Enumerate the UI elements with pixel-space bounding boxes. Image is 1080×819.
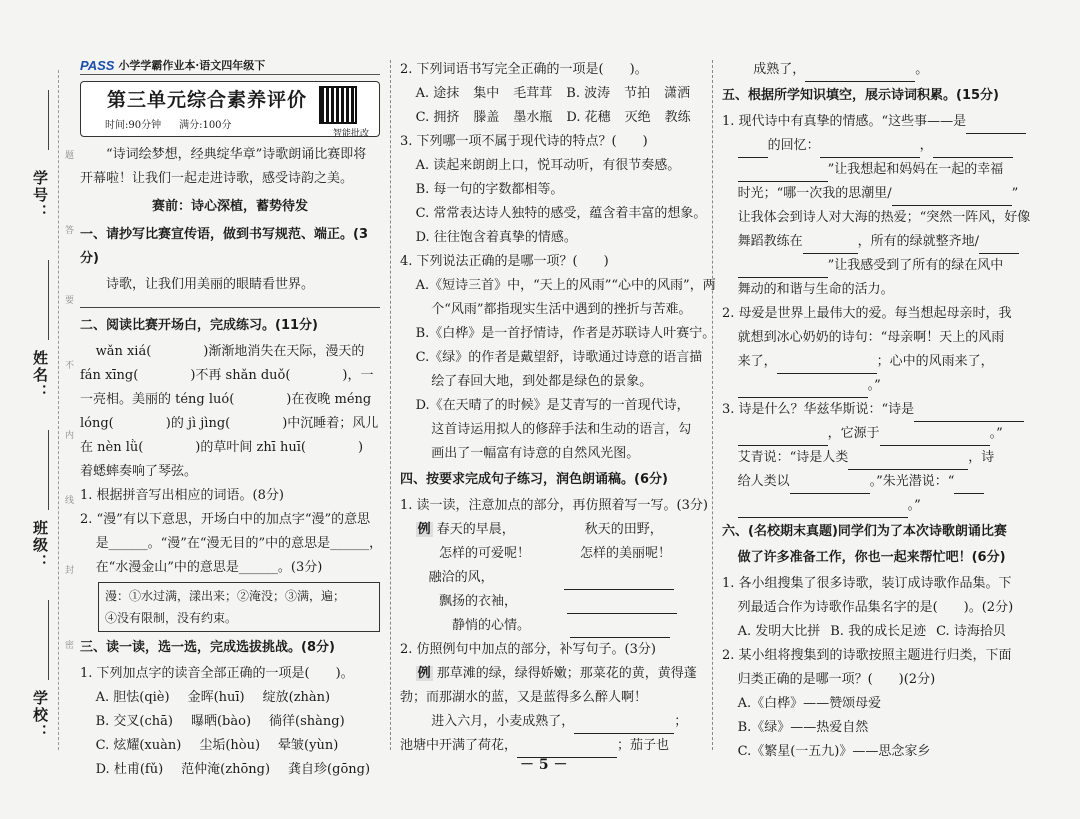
option: B. 我的成长足迹 [830, 624, 927, 639]
answer-blank[interactable] [805, 67, 915, 82]
answer-blank[interactable] [564, 575, 674, 590]
fold-mark: 要 [63, 295, 73, 304]
option: C. 诗海拾贝 [936, 624, 1006, 639]
pinyin-line: 着蟋蟀奏响了琴弦。 [80, 464, 198, 479]
series-title: 小学学霸作业本·语文四年级下 [118, 59, 266, 72]
series-header [80, 58, 380, 75]
option-cont: 画出了一幅富有诗意的自然风光图。 [431, 446, 640, 461]
page-title: 第三单元综合素养评价 [107, 89, 308, 111]
pinyin-line: 在 nèn lǜ( )的草叶间 zhī huī( ) [80, 440, 364, 455]
option-row[interactable] [722, 620, 1032, 644]
intro-line: “诗词绘梦想，经典绽华章”诗歌朗诵比赛即将 [106, 147, 367, 162]
question-2: 在“水漫金山”中的意思是______。(3分) [95, 560, 323, 575]
qr-code-icon[interactable] [319, 86, 357, 124]
column-divider [712, 60, 713, 750]
question-1: 1. 根据拼音写出相应的词语。(8分) [80, 488, 284, 503]
pinyin-line: wǎn xiá( )渐渐地消失在天际，漫天的 [95, 344, 365, 359]
prompt-text: 给人类以 [737, 474, 790, 489]
class-line [48, 430, 50, 510]
prompt-text: ，诗 [968, 450, 995, 465]
prompt-text: ”让我想起和妈妈在一起的幸福 [827, 162, 1004, 177]
fold-line [58, 70, 59, 750]
student-id-line [48, 90, 50, 150]
school-line [48, 600, 50, 680]
option-word: 墨水瓶 [513, 110, 553, 125]
option-word: 节拍 [624, 86, 651, 101]
option-word: 晕皱(yùn) [278, 738, 339, 753]
option: B. 波涛 [566, 86, 611, 101]
example-tag: 例 [417, 666, 431, 681]
option-cont: 这首诗运用拟人的修辞手法和生动的语言，勾 [431, 422, 692, 437]
section-2-title: 二、阅读比赛开场白，完成练习。(11分) [80, 318, 318, 333]
slogan: 诗歌，让我们用美丽的眼睛看世界。 [106, 277, 315, 292]
fold-mark: 不 [63, 360, 73, 369]
pinyin-line: lóng( )的 jì jìng( )中沉睡着；风儿 [80, 416, 379, 431]
answer-blank[interactable] [570, 623, 670, 638]
example-tag: 例 [417, 522, 431, 537]
title-box [80, 81, 380, 137]
prompt-text: 进入六月，小麦成熟了， [431, 714, 575, 729]
name-line [48, 260, 50, 340]
option[interactable]: B.《绿》——热爱自然 [737, 720, 869, 735]
prompt-text: 3. 诗是什么？华兹华斯说：“诗是 [722, 402, 915, 417]
fold-mark: 题 [63, 150, 73, 159]
option[interactable]: D.《在天晴了的时候》是艾青写的一首现代诗， [415, 398, 690, 413]
section-6-title: 六、(名校期末真题)同学们为了本次诗歌朗诵比赛 [722, 524, 1007, 539]
option-word: 龚自珍(gōng) [288, 762, 371, 777]
option[interactable]: B.《白桦》是一首抒情诗，作者是苏联诗人叶赛宁。 [415, 326, 716, 341]
fold-mark: 内 [63, 430, 73, 439]
prompt-text: ，所有的绿就整齐地/ [857, 234, 979, 249]
qr-label: 智能批改 [332, 129, 369, 139]
definition-box [98, 582, 380, 632]
option: B. 交叉(chā) [95, 714, 173, 729]
section-5-title: 五、根据所学知识填空，展示诗词积累。(15分) [722, 88, 999, 103]
question-2: 2. 某小组将搜集到的诗歌按照主题进行归类，下面 [722, 648, 1012, 663]
option[interactable]: A.《白桦》——赞颂母爱 [737, 696, 882, 711]
prompt-text: 舞蹈教练在 [737, 234, 803, 249]
answer-blank[interactable] [820, 143, 920, 158]
answer-blank[interactable] [738, 503, 908, 518]
example-text: 融洽的风， [428, 570, 494, 585]
option-row[interactable] [80, 686, 380, 710]
question-4: 4. 下列说法正确的是哪一项？( ) [400, 254, 609, 269]
answer-blank[interactable] [880, 431, 990, 446]
prompt-text: 1. 现代诗中有真挚的情感。“这些事——是 [722, 114, 967, 129]
option: C. 炫耀(xuàn) [95, 738, 182, 753]
prompt-text: 池塘中开满了荷花， [400, 738, 518, 753]
prompt-text: 就想到冰心奶奶的诗句：“母亲啊！天上的风雨 [737, 330, 1005, 345]
option-word: 灭绝 [624, 110, 651, 125]
option-word: 范仲淹(zhōng) [181, 762, 271, 777]
option[interactable]: A.《短诗三首》中，“天上的风雨”“心中的风雨”，两 [415, 278, 716, 293]
prompt-text: 让我体会到诗人对大海的热爱；“突然一阵风，好像 [737, 210, 1031, 225]
column-2: 2. 下列词语书写完全正确的一项是( )。 A. 途抹 集中 毛茸茸 B. 波涛 节拍 潇洒 C. 拥挤 滕盖 墨水瓶 D. 花穗 灭绝 教练 3. 下列哪一项不属于现代诗的特点？( ) A. 读起来朗朗上口，悦耳动听，有很节奏感。 B. 每一句的字数都相等。 C. 常常表达诗人独特的感受，蕴含着丰富的想象。 D. 往往饱含着真挚的情感。 4. 下列说法正确的是哪一项？( ) A.《短诗三首》中，“天上的风雨”“心中的风雨”，两 个“风雨”都指现实生活中遇到的挫折与苦难。 B.《白桦》是一首抒情诗，作者是苏联诗人叶赛宁。 C.《绿》的作者是戴望舒，诗歌通过诗意的语言描 绘了春回大地，到处都是绿色的景象。 D.《在天晴了的时候》是艾青写的一首现代诗， 这首诗运用拟人的修辞手法和生动的语言，勾 画出了一幅富有诗意的自然风光图。 四、按要求完成句子练习，润色朗诵稿。(6分) 1. 读一读，注意加点的部分，再仿照着写一写。(3分) 例 春天的早晨， 秋天的田野， 怎样的可爱呢！ 怎样的美丽呢！ 融洽的风， 飘扬的衣袖， 静悄的心情。 2. 仿照例句中加点的部分，补写句子。(3分) 例 那草滩的绿，绿得娇嫩；那菜花的黄，黄得蓬 勃；而那湖水的蓝，又是蓝得多么醉人啊！ 进入六月，小麦成熟了， ； 池塘中开满了荷花， ；茄子也 [400, 58, 700, 758]
fold-mark: 答 [63, 225, 73, 234]
example-text: 怎样的可爱呢！ [439, 546, 531, 561]
answer-blank[interactable] [738, 431, 828, 446]
option-word: 毛茸茸 [513, 86, 553, 101]
answer-blank[interactable] [848, 455, 968, 470]
column-3: 成熟了， 。 五、根据所学知识填空，展示诗词积累。(15分) 1. 现代诗中有真挚的情感。“这些事——是 的回忆： ， ”让我想起和妈妈在一起的幸福 时光；“哪一次我的思潮里/ ” 让我体会到诗人对大海的热爱；“突然一阵风，好像 舞蹈教练在 ，所有的绿就整齐地/ ”让我感受到了所有的绿在风中 舞动的和谐与生命的活力。 2. 母爱是世界上最伟大的爱。每当想起母亲时，我 就想到冰心奶奶的诗句：“母亲啊！天上的风雨 来了， ；心中的风雨来了， 。” 3. 诗是什么？华兹华斯说：“诗是 ，它源于 。” 艾青说：“诗是人类 ，诗 给人类以 。”朱光潜说：“ 。” 六、(名校期末真题)同学们为了本次诗歌朗诵比赛 做了许多准备工作，你也一起来帮忙吧！(6分) 1. 各小组搜集了很多诗歌，装订成诗歌作品集。下 列最适合作为诗歌作品集名字的是( )。(2分) A. 发明大比拼 B. 我的成长足迹 C. 诗海拾贝 2. 某小组将搜集到的诗歌按照主题进行归类，下面 归类正确的是哪一项？( )(2分) A.《白桦》——赞颂母爱 B.《绿》——热爱自然 C.《繁星(一五九)》——思念家乡 [722, 58, 1032, 764]
section-1-title: 一、请抄写比赛宣传语，做到书写规范、端正。(3分) [80, 227, 368, 266]
option-row[interactable] [80, 758, 380, 782]
option-row[interactable] [400, 82, 700, 106]
prompt-text: ；心中的风雨来了， [876, 354, 994, 369]
answer-blank[interactable] [803, 239, 858, 254]
question-1: 1. 各小组搜集了很多诗歌，装订成诗歌作品集。下 [722, 576, 1012, 591]
answer-blank[interactable] [738, 383, 868, 398]
intro-line: 开幕啦！让我们一起走进诗歌，感受诗韵之美。 [80, 171, 354, 186]
prompt-text: ，它源于 [827, 426, 880, 441]
question-2: 是______。“漫”在“漫无目的”中的意思是______， [95, 536, 383, 551]
option: A. 途抹 [415, 86, 460, 101]
option: C. 拥挤 [415, 110, 460, 125]
prompt-text: 的回忆： [767, 138, 820, 153]
option-word: 曝晒(bào) [190, 714, 252, 729]
prompt-text: 艾青说：“诗是人类 [737, 450, 849, 465]
prompt-text: 成熟了， [753, 62, 806, 77]
answer-blank[interactable] [954, 479, 984, 494]
class-label: 班级： [31, 520, 49, 571]
answer-blank[interactable] [738, 143, 768, 158]
option-row[interactable] [80, 734, 380, 758]
prompt-text: ；茄子也 [617, 738, 670, 753]
answer-blank[interactable] [567, 599, 677, 614]
question-2: 2. 仿照例句中加点的部分，补写句子。(3分) [400, 642, 656, 657]
example-text: 春天的早晨， [436, 522, 515, 537]
answer-blank[interactable] [790, 479, 870, 494]
exam-meta [105, 114, 232, 138]
option: D. 杜甫(fǔ) [95, 762, 164, 777]
option-word: 教练 [664, 110, 691, 125]
example-text: 静悄的心情。 [452, 618, 531, 633]
answer-blank[interactable] [979, 239, 1019, 254]
option-cont: 个“风雨”都指现实生活中遇到的挫折与苦难。 [431, 302, 692, 317]
question-1: 1. 读一读，注意加点的部分，再仿照着写一写。(3分) [400, 498, 708, 513]
option-word: 徜徉(shàng) [269, 714, 345, 729]
example-text: 那草滩的绿，绿得娇嫩；那菜花的黄，黄得蓬 [436, 666, 697, 681]
answer-blank[interactable] [738, 167, 828, 182]
option-row[interactable] [80, 710, 380, 734]
student-id-label: 学号： [31, 170, 49, 221]
answer-blank[interactable] [914, 407, 1024, 422]
question-2: 2. “漫”有以下意思，开场白中的加点字“漫”的意思 [80, 512, 371, 527]
brand-logo: PASS [80, 58, 115, 73]
question-1: 1. 下列加点字的读音全部正确的一项是( )。 [80, 666, 354, 681]
example-text: 秋天的田野， [584, 522, 663, 537]
example-text: 怎样的美丽呢！ [580, 546, 672, 561]
answer-blank[interactable] [574, 719, 674, 734]
prompt-text: 来了， [737, 354, 777, 369]
section-6-title: 做了许多准备工作，你也一起来帮忙吧！(6分) [737, 550, 1006, 565]
option-word: 尘垢(hòu) [199, 738, 261, 753]
option[interactable]: C. 常常表达诗人独特的感受，蕴含着丰富的想象。 [415, 206, 707, 221]
option: D. 花穗 [566, 110, 611, 125]
column-1 [80, 58, 383, 782]
prompt-text: 。”朱光潜说：“ [869, 474, 955, 489]
answer-blank[interactable] [933, 143, 1013, 158]
time-limit: 时间:90分钟 [105, 120, 162, 131]
question-2: 归类正确的是哪一项？( )(2分) [737, 672, 936, 687]
option-row[interactable] [400, 106, 700, 130]
fold-mark: 密 [63, 640, 73, 649]
school-label: 学校： [31, 690, 49, 741]
option[interactable]: A. 读起来朗朗上口，悦耳动听，有很节奏感。 [415, 158, 681, 173]
name-label: 姓名： [31, 350, 49, 401]
question-2: 2. 下列词语书写完全正确的一项是( )。 [400, 62, 648, 77]
definition-line: ④没有限制，没有约束。 [105, 611, 238, 625]
prompt-text: ”让我感受到了所有的绿在风中 [827, 258, 1004, 273]
full-score: 满分:100分 [179, 120, 232, 131]
option: A. 发明大比拼 [737, 624, 821, 639]
option-word: 滕盖 [473, 110, 500, 125]
prompt-text: 时光；“哪一次我的思潮里/ [737, 186, 892, 201]
copy-line[interactable] [80, 299, 380, 308]
fold-mark: 线 [63, 495, 73, 504]
answer-blank[interactable] [738, 263, 828, 278]
answer-blank[interactable] [777, 359, 877, 374]
example-text: 勃；而那湖水的蓝，又是蓝得多么醉人啊！ [400, 690, 648, 705]
fold-mark: 封 [63, 565, 73, 574]
question-1: 列最适合作为诗歌作品集名字的是( )。(2分) [737, 600, 1014, 615]
section-3-title: 三、读一读，选一选，完成选拔挑战。(8分) [80, 640, 335, 655]
section-4-title: 四、按要求完成句子练习，润色朗诵稿。(6分) [400, 472, 668, 487]
example-text: 飘扬的衣袖， [439, 594, 518, 609]
option-word: 集中 [473, 86, 500, 101]
option-cont: 绘了春回大地，到处都是绿色的景象。 [431, 374, 653, 389]
option[interactable]: C.《绿》的作者是戴望舒，诗歌通过诗意的语言描 [415, 350, 703, 365]
answer-blank[interactable] [966, 119, 1026, 134]
option-word: 绽放(zhàn) [262, 690, 331, 705]
option[interactable]: B. 每一句的字数都相等。 [415, 182, 564, 197]
prompt-text: 舞动的和谐与生命的活力。 [737, 282, 894, 297]
definition-line: 漫：①水过满，漾出来；②淹没；③满，遍； [105, 589, 346, 603]
option-word: 金晖(huī) [187, 690, 245, 705]
option[interactable]: D. 往往饱含着真挚的情感。 [415, 230, 577, 245]
column-divider [390, 60, 391, 750]
option: A. 胆怯(qiè) [95, 690, 170, 705]
prompt-text: 2. 母爱是世界上最伟大的爱。每当想起母亲时，我 [722, 306, 1012, 321]
page-number: － 5 － [520, 757, 568, 773]
pinyin-line: 一亮相。美丽的 téng luó( )在夜晚 méng [80, 392, 372, 407]
answer-blank[interactable] [892, 191, 1012, 206]
option-word: 潇洒 [664, 86, 691, 101]
pinyin-line: fán xīng( )不再 shǎn duǒ( )，一 [80, 368, 374, 383]
stage-heading: 赛前：诗心深植，蓄势待发 [151, 199, 308, 214]
option[interactable]: C.《繁星(一五九)》——思念家乡 [737, 744, 931, 759]
question-3: 3. 下列哪一项不属于现代诗的特点？( ) [400, 134, 648, 149]
